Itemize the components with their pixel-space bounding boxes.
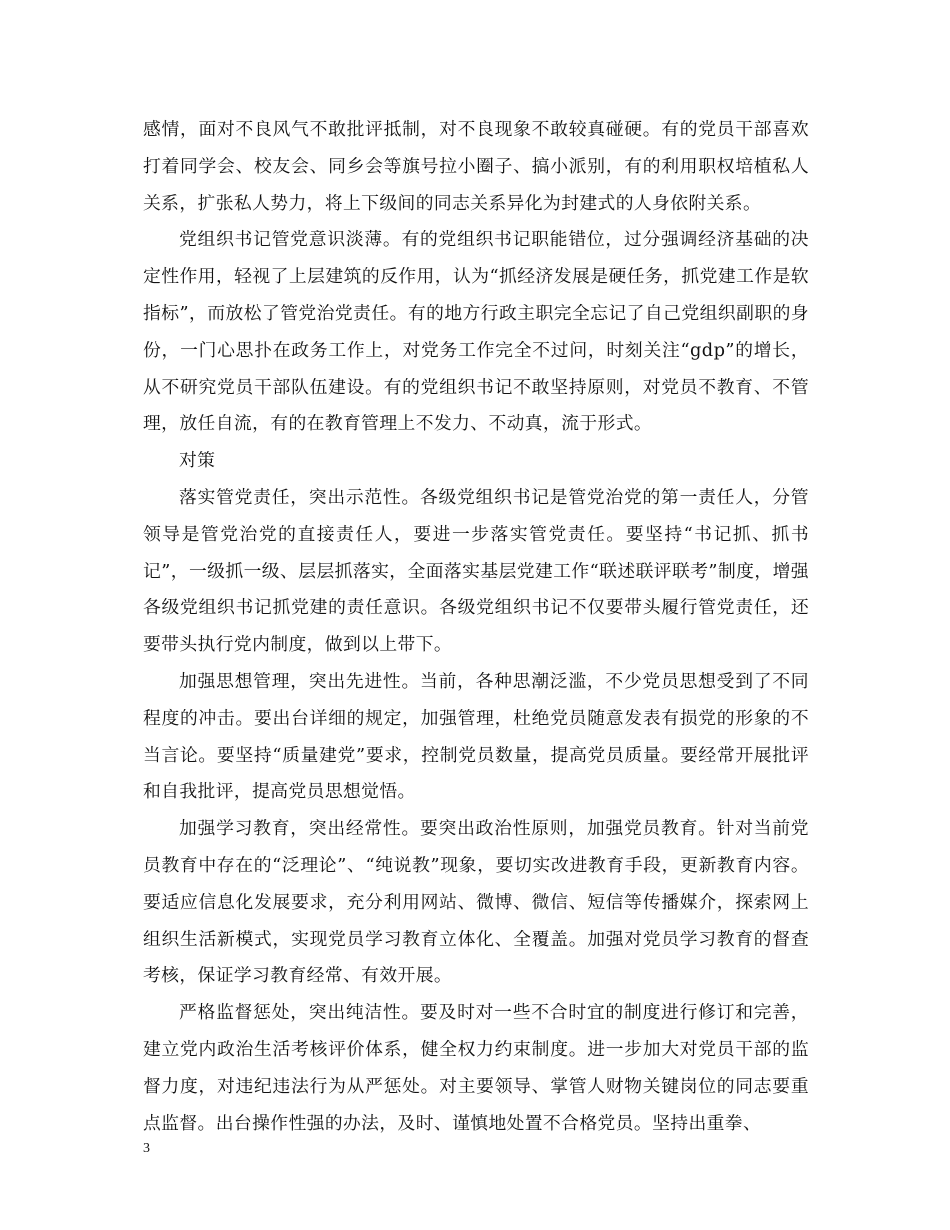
paragraph-supervision: 严格监督惩处，突出纯洁性。要及时对一些不合时宜的制度进行修订和完善，建立党内政治生活考核评价体系，健全权力约束制度。进一步加大对党员干部的监督力度，对违纪违法行为从严惩处。对主要领导、掌管人财物关键岗位的同志要重点监督。出台操作性强的办法，及时、谨慎地处置不合格党员。坚持出重拳、 bbox=[143, 1002, 809, 1134]
paragraph-party-secretary-awareness: 党组织书记管党意识淡薄。有的党组织书记职能错位，过分强调经济基础的决定性作用，轻视了上层建筑的反作用，认为“抓经济发展是硬任务，抓党建工作是软指标”，而放松了管党治党责任。有的地方行政主职完全忘记了自己党组织副职的身份，一门心思扑在政务工作上，对党务工作完全不过问，时刻关注“gdp”的增长，从不研究党员干部队伍建设。有的党组织书记不敢坚持原则，对党员不教育、不管理，放任自流，有的在教育管理上不发力、不动真，流于形式。 bbox=[143, 229, 809, 435]
section-heading-countermeasures: 对策 bbox=[179, 450, 216, 472]
body-text bbox=[143, 112, 809, 1142]
paragraph-study-education: 加强学习教育，突出经常性。要突出政治性原则，加强党员教育。针对当前党员教育中存在的“泛理论”、“纯说教”现象，要切实改进教育手段，更新教育内容。要适应信息化发展要求，充分利用网站、微博、微信、短信等传播媒介，探索网上组织生活新模式，实现党员学习教育立体化、全覆盖。加强对党员学习教育的督查考核，保证学习教育经常、有效开展。 bbox=[143, 818, 809, 987]
paragraph-continued: 感情，面对不良风气不敢批评抵制，对不良现象不敢较真碰硬。有的党员干部喜欢打着同学会、校友会、同乡会等旗号拉小圈子、搞小派别，有的利用职权培植私人关系，扩张私人势力，将上下级间的同志关系异化为封建式的人身依附关系。 bbox=[143, 119, 809, 214]
page-number: 3 bbox=[143, 1141, 150, 1156]
paragraph-responsibility: 落实管党责任，突出示范性。各级党组织书记是管党治党的第一责任人，分管领导是管党治党的直接责任人，要进一步落实管党责任。要坚持“书记抓、抓书记”，一级抓一级、层层抓落实，全面落实基层党建工作“联述联评联考”制度，增强各级党组织书记抓党建的责任意识。各级党组织书记不仅要带头履行管党责任，还要带头执行党内制度，做到以上带下。 bbox=[143, 486, 809, 656]
paragraph-ideological-management: 加强思想管理，突出先进性。当前，各种思潮泛滥，不少党员思想受到了不同程度的冲击。要出台详细的规定，加强管理，杜绝党员随意发表有损党的形象的不当言论。要坚持“质量建党”要求，控制党员数量，提高党员质量。要经常开展批评和自我批评，提高党员思想觉悟。 bbox=[143, 670, 809, 803]
